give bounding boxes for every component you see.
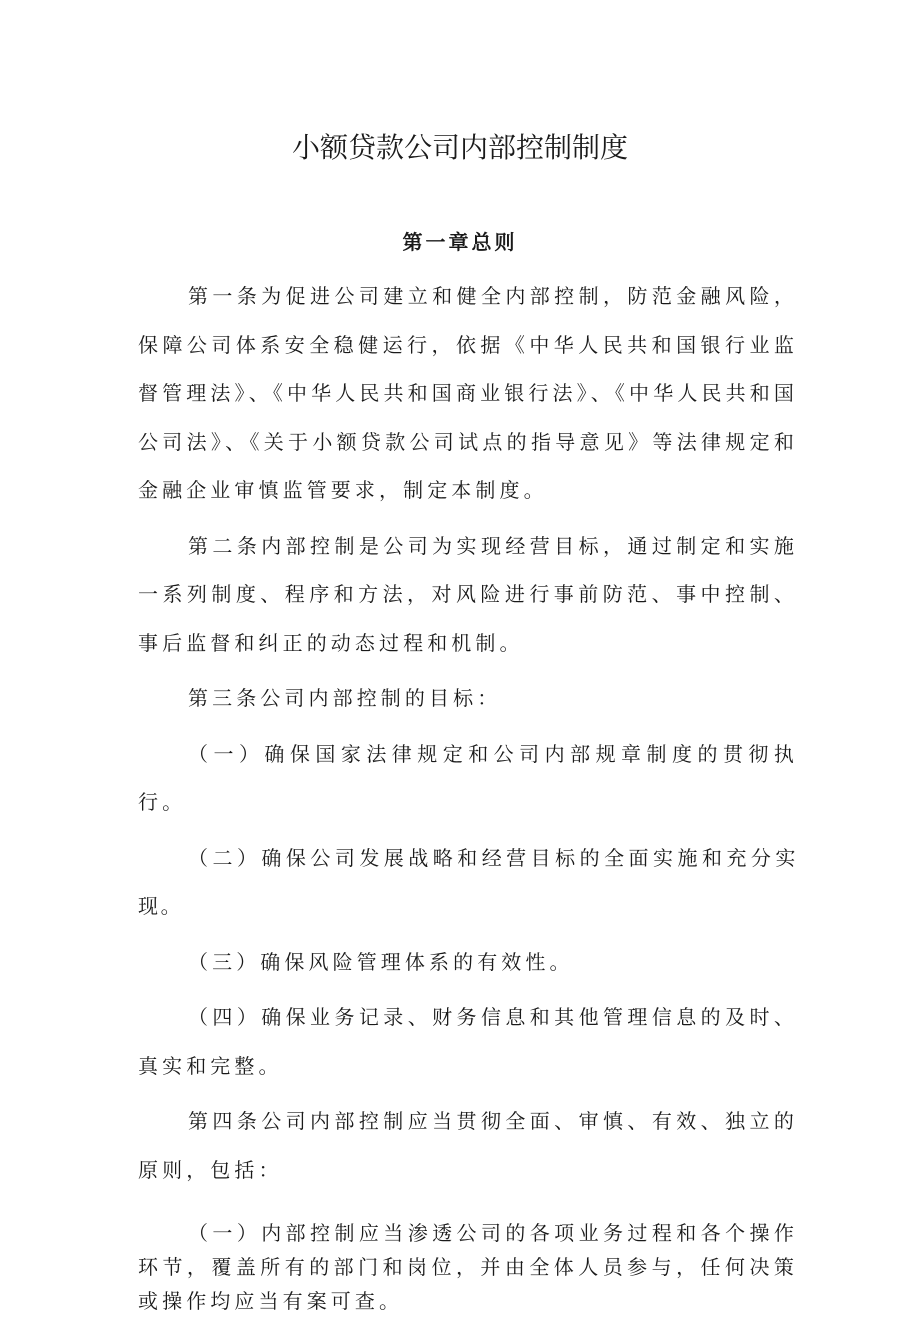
chapter-heading: 第一章总则 [402,230,518,254]
article-4-paragraph: 第四条公司内部控制应当贯彻全面、审慎、有效、独立的原则，包括： [138,1109,798,1182]
article-3-item-2: （二）确保公司发展战略和经营目标的全面实施和充分实现。 [138,845,798,918]
article-4-item-1: （一）内部控制应当渗透公司的各项业务过程和各个操作环节，覆盖所有的部门和岗位，并由全体人员参与，任何决策或操作均应当有案可查。 [138,1221,798,1313]
article-2-paragraph: 第二条内部控制是公司为实现经营目标，通过制定和实施一系列制度、程序和方法，对风险进行事前防范、事中控制、事后监督和纠正的动态过程和机制。 [138,533,798,655]
article-3-item-1: （一）确保国家法律规定和公司内部规章制度的贯彻执行。 [138,741,798,814]
article-1-paragraph: 第一条为促进公司建立和健全内部控制，防范金融风险，保障公司体系安全稳健运行，依据《中华人民共和国银行业监督管理法》、《中华人民共和国商业银行法》、《中华人民共和国公司法》、《关于小额贷款公司试点的指导意见》等法律规定和金融企业审慎监管要求，制定本制度。 [138,284,798,502]
article-3-item-4: （四）确保业务记录、财务信息和其他管理信息的及时、真实和完整。 [138,1005,798,1078]
document-title: 小额贷款公司内部控制制度 [291,131,628,164]
article-3-paragraph: 第三条公司内部控制的目标： [188,686,502,710]
article-3-item-3: （三）确保风险管理体系的有效性。 [188,949,574,974]
document-body [138,272,798,1318]
